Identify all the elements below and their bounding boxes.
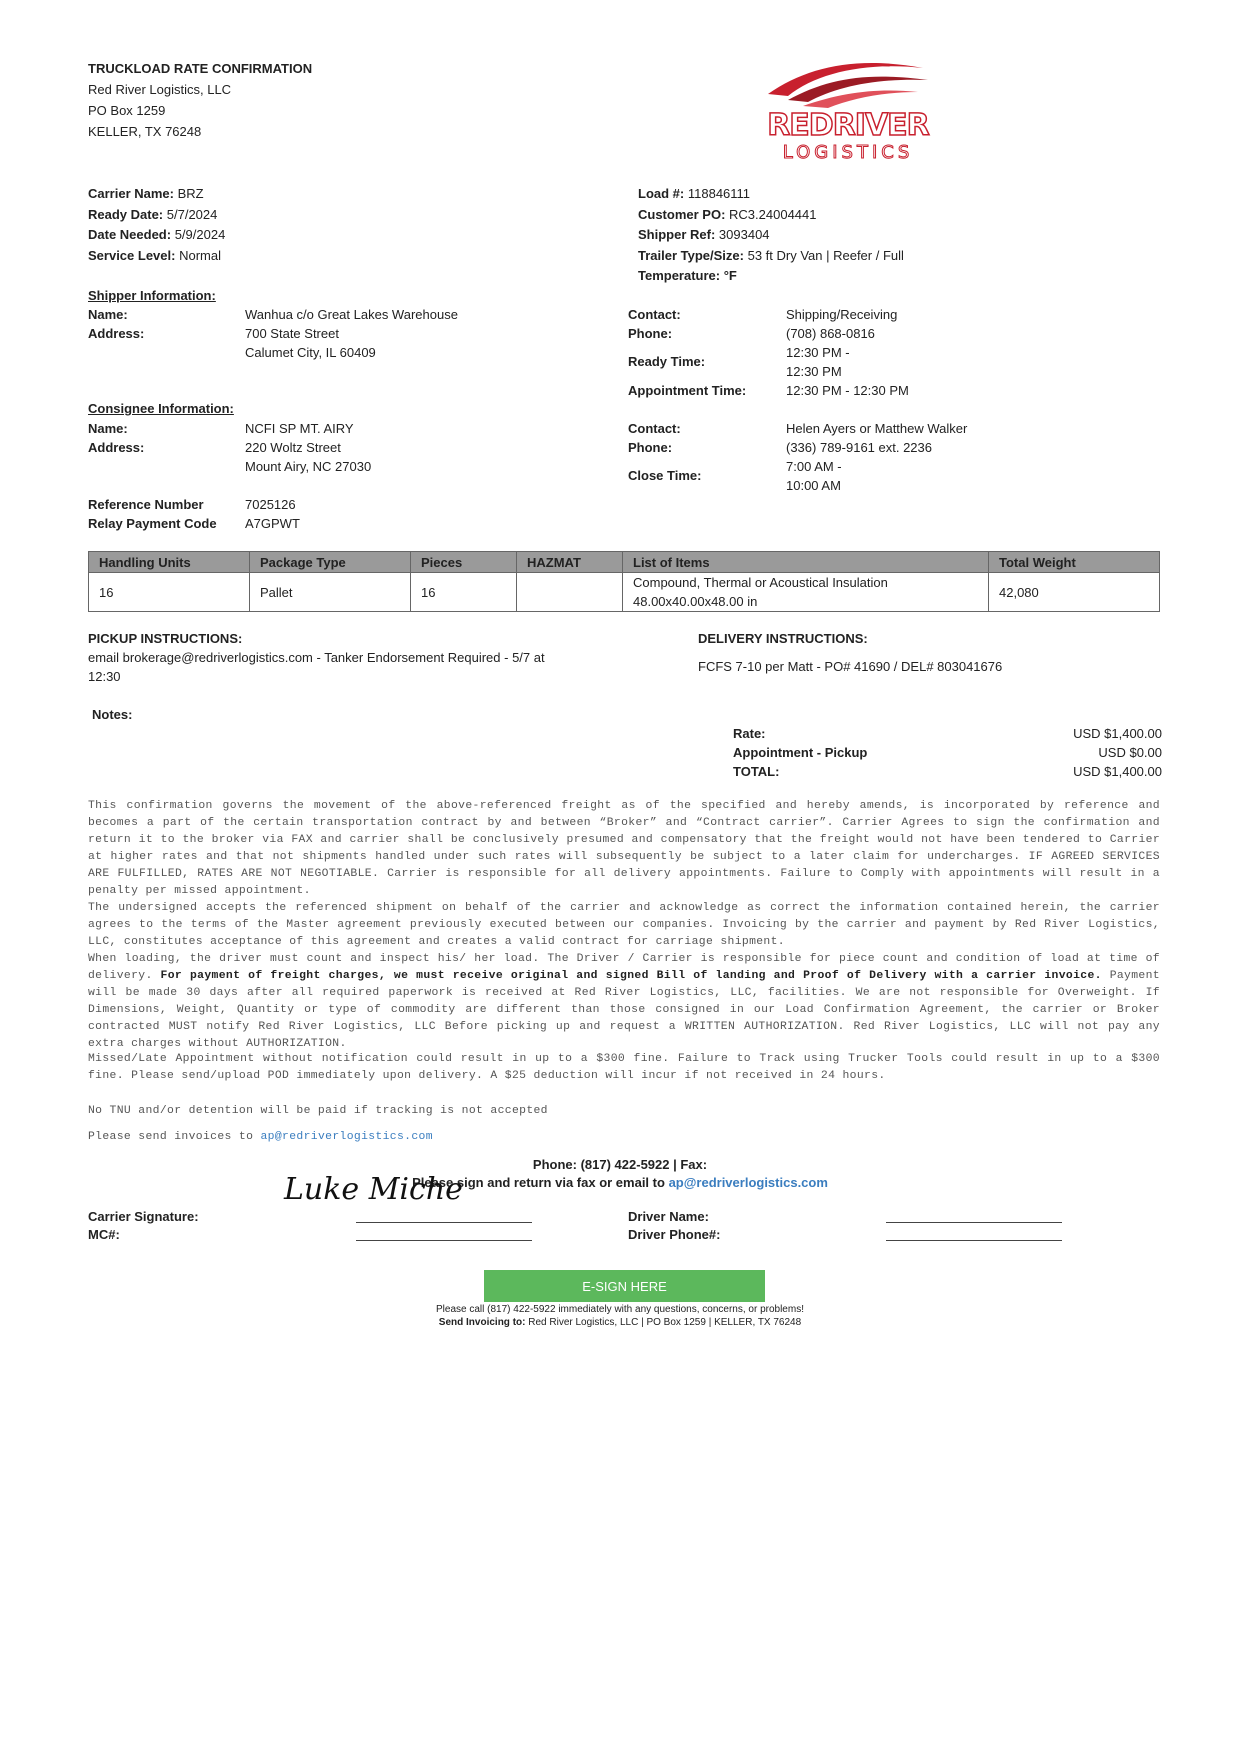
consignee-address-label: Address: (88, 440, 145, 455)
consignee-phone: (336) 789-9161 ext. 2236 (786, 440, 932, 455)
appointment-pickup-value: USD $0.00 (1098, 745, 1162, 760)
invoicing-line: Send Invoicing to: Red River Logistics, LLC | PO Box 1259 | KELLER, TX 76248 (438, 1317, 802, 1328)
delivery-instructions-label: DELIVERY INSTRUCTIONS: (698, 631, 868, 646)
shipper-address-label: Address: (88, 326, 145, 341)
shipper-address1: 700 State Street (245, 326, 339, 341)
shipper-address2: Calumet City, IL 60409 (245, 345, 376, 360)
pickup-instructions-line2: 12:30 (88, 669, 121, 684)
col-package-type: Package Type (250, 552, 411, 573)
trailer-type: 53 ft Dry Van | Reefer / Full (747, 247, 904, 263)
consignee-phone-label: Phone: (628, 440, 673, 455)
call-line: Please call (817) 422-5922 immediately with any questions, concerns, or problems! (436, 1304, 804, 1315)
consignee-address2: Mount Airy, NC 27030 (245, 459, 372, 474)
items-table (88, 551, 1160, 612)
close-time-start: 7:00 AM - (786, 459, 842, 474)
notes-label: Notes: (92, 707, 133, 722)
appointment-time-label: Appointment Time: (628, 383, 747, 398)
date-needed-row: Date Needed: 5/9/2024 (88, 227, 226, 242)
pickup-instructions-line1: email brokerage@redriverlogistics.com - Tanker Endorsement Required - 5/7 at (88, 650, 545, 665)
shipper-contact-label: Contact: (628, 307, 681, 322)
total-value: USD $1,400.00 (1073, 764, 1162, 779)
shipper-section-title: Shipper Information: (88, 288, 216, 303)
consignee-contact-label: Contact: (628, 421, 681, 436)
carrier-signature-line[interactable] (356, 1222, 532, 1223)
cell-hazmat (517, 573, 623, 612)
service-level-row: Service Level: Normal (88, 247, 221, 263)
trailer-row: Trailer Type/Size: 53 ft Dry Van | Reefer / Full (638, 247, 904, 263)
reference-number-label: Reference Number (88, 497, 204, 512)
ready-time-label: Ready Time: (628, 354, 706, 369)
company-address2: KELLER, TX 76248 (88, 124, 202, 139)
shipper-phone: (708) 868-0816 (786, 326, 875, 341)
load-info-left (88, 184, 225, 266)
invoice-email-link[interactable]: ap@redriverlogistics.com (260, 1131, 433, 1143)
legal-paragraph-5: No TNU and/or detention will be paid if tracking is not accepted (88, 1105, 548, 1117)
col-hazmat: HAZMAT (517, 552, 623, 573)
shipper-name-label: Name: (88, 307, 128, 322)
carrier-signature-image: Luke Miche (284, 1172, 463, 1207)
service-level: Normal (179, 247, 221, 263)
legal-paragraph-1: This confirmation governs the movement of the above-referenced freight as of the specified and hereby amends, is incorporated by reference and becomes a part of the certain transportation contract by and between “Broker” and “Contract carrier”. Carrier Agrees to sign the confirmation and return it to the broker via FAX and carrier shall be conclusively presumed and compensatory that the freight would not have been tendered to Carrier at higher rates and that not shipments handled under such rates will subsequently be subject to a later claim for undercharges. IF AGREED SERVICES ARE FULFILLED, RATES ARE NOT NEGOTIABLE. Carrier is responsible for all delivery appointments. Failure to Comply with appointments will result in a penalty per missed appointment. (88, 800, 1160, 897)
shipper-phone-label: Phone: (628, 326, 673, 341)
relay-payment-label: Relay Payment Code (88, 516, 217, 531)
ready-time-end: 12:30 PM (786, 364, 842, 379)
close-time-label: Close Time: (628, 468, 702, 483)
mc-label: MC#: (88, 1227, 120, 1242)
consignee-name-label: Name: (88, 421, 128, 436)
driver-phone-line[interactable] (886, 1240, 1062, 1241)
appointment-time: 12:30 PM - 12:30 PM (786, 383, 909, 398)
pickup-instructions-label: PICKUP INSTRUCTIONS: (88, 631, 243, 646)
col-total-weight: Total Weight (989, 552, 1160, 573)
red-river-logo (748, 56, 948, 166)
carrier-name-row: Carrier Name: BRZ (88, 186, 204, 201)
sign-return-line: Please sign and return via fax or email to ap@redriverlogistics.com (412, 1175, 828, 1190)
cell-package-type: Pallet (250, 573, 411, 612)
customer-po-row: Customer PO: RC3.24004441 (638, 206, 817, 222)
legal-paragraph-4: Missed/Late Appointment without notification could result in up to a $300 fine. Failure to Track using Trucker Tools could result in up to a $300 fine. Please send/upload POD immediately upon delivery. A $25 deduction will incur if not received in 24 hours. (88, 1053, 1160, 1082)
shipper-name: Wanhua c/o Great Lakes Warehouse (245, 307, 458, 322)
payment-requirement-bold: For payment of freight charges, we must receive original and signed Bill of landing and Proof of Delivery with a carrier invoice. (160, 970, 1102, 982)
footer-phone-line: Phone: (817) 422-5922 | Fax: (532, 1157, 708, 1172)
shipper-ref: 3093404 (718, 227, 770, 242)
logo-text-top: REDRIVER (767, 108, 929, 143)
doc-title: TRUCKLOAD RATE CONFIRMATION (88, 61, 313, 76)
delivery-instructions: FCFS 7-10 per Matt - PO# 41690 / DEL# 803041676 (698, 659, 1003, 674)
legal-text-block (88, 798, 1160, 1053)
legal-paragraph-6: Please send invoices to ap@redriverlogistics.com (88, 1131, 433, 1143)
cell-total-weight: 42,080 (989, 573, 1160, 612)
load-info-right (638, 184, 904, 287)
logo-text-bottom: LOGISTICS (782, 142, 914, 163)
legal-paragraph-2: The undersigned accepts the referenced shipment on behalf of the carrier and acknowledge as correct the information contained herein, the carrier agrees to the terms of the Master agreement previously executed between our companies. Invoicing by the carrier and payment by Red River Logistics, LLC, constitutes acceptance of this agreement and creates a valid contract for carriage shipment. (88, 902, 1160, 948)
legal-paragraph-3: When loading, the driver must count and inspect his/ her load. The Driver / Carrier is responsible for piece count and condition of load at time of delivery. For payment of freight charges, we must receive original and signed Bill of landing and Proof of Delivery with a carrier invoice. Payment will be made 30 days after all required paperwork is received at Red River Logistics, LLC, facilities. We are not responsible for Overweight. If Dimensions, Weight, Quantity or type of commodity are different than those consigned in our Load Confirmation Agreement, the carrier or Broker contracted MUST notify Red River Logistics, LLC Before picking up and request a WRITTEN AUTHORIZATION. Red River Logistics, LLC will not pay any extra charges without AUTHORIZATION. (88, 953, 1160, 1050)
col-pieces: Pieces (411, 552, 517, 573)
col-list-of-items: List of Items (623, 552, 989, 573)
date-needed: 5/9/2024 (174, 227, 226, 242)
load-number: 118846111 (687, 186, 751, 201)
cell-handling-units: 16 (89, 573, 250, 612)
consignee-name: NCFI SP MT. AIRY (245, 421, 354, 436)
customer-po: RC3.24004441 (729, 206, 817, 222)
ready-date: 5/7/2024 (166, 206, 218, 222)
company-address1: PO Box 1259 (88, 103, 166, 118)
appointment-pickup-label: Appointment - Pickup (733, 745, 868, 760)
carrier-signature-label: Carrier Signature: (88, 1209, 199, 1224)
ready-time-start: 12:30 PM - (786, 345, 850, 360)
ready-date-row: Ready Date: 5/7/2024 (88, 206, 218, 222)
table-row (89, 573, 1160, 612)
items-table-header (89, 552, 1160, 573)
relay-payment-code: A7GPWT (245, 516, 300, 531)
driver-name-label: Driver Name: (628, 1209, 709, 1224)
driver-name-line[interactable] (886, 1222, 1062, 1223)
e-sign-button[interactable]: E-SIGN HERE (484, 1270, 765, 1302)
col-handling-units: Handling Units (89, 552, 250, 573)
consignee-contact: Helen Ayers or Matthew Walker (786, 421, 968, 436)
shipper-ref-row: Shipper Ref: 3093404 (638, 227, 770, 242)
item-description: Compound, Thermal or Acoustical Insulation (633, 575, 888, 590)
close-time-end: 10:00 AM (786, 478, 841, 493)
consignee-section-title: Consignee Information: (88, 401, 234, 416)
rate-label: Rate: (733, 726, 766, 741)
consignee-address1: 220 Woltz Street (245, 440, 341, 455)
item-dimensions: 48.00x40.00x48.00 in (633, 594, 758, 609)
temperature-label: Temperature: °F (638, 268, 737, 283)
cell-pieces: 16 (411, 573, 517, 612)
total-label: TOTAL: (733, 764, 780, 779)
sign-return-email-link[interactable]: ap@redriverlogistics.com (668, 1175, 828, 1190)
cell-list-of-items (623, 573, 989, 612)
shipper-contact: Shipping/Receiving (786, 307, 898, 322)
driver-phone-label: Driver Phone#: (628, 1227, 721, 1242)
reference-number: 7025126 (245, 497, 296, 512)
mc-number-line[interactable] (356, 1240, 532, 1241)
header-block (88, 58, 312, 142)
company-name: Red River Logistics, LLC (88, 82, 232, 97)
load-no-row: Load #: 118846111 (638, 186, 751, 201)
carrier-name: BRZ (177, 186, 204, 201)
rate-value: USD $1,400.00 (1073, 726, 1162, 741)
